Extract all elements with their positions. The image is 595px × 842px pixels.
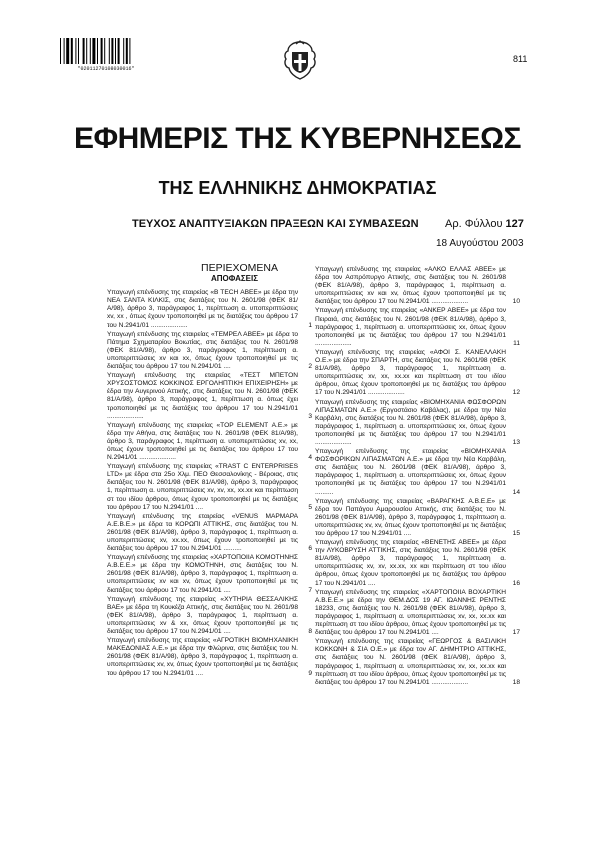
toc-entry-text: Υπαγωγή επένδυσης της εταιρείας «ΧΑΡΤΟΠΟΙΙΑ ΒΟΧΑΡΤΙΚΗ Α.Β.Ε.Ε.» με έδρα την ΘΕΜ.ΔΟΣ 19 ΑΓ. ΙΩΑΝΝΗΣ ΡΕΝΤΗΣ 18233, στις διατάξεις του Ν. 2601/98 (ΦΕΚ 81/Α/98), άρθρο 3, παράγραφος 1, περίπτωση α. υποπεριπτώσεις xv, xx, xx.xx και περίπτωση στ του ιδίου άρθρου, όπως έχουν τροποποιηθεί με τις διατάξεις του άρθρου 17 του Ν.2941/01 .... — [315, 588, 506, 637]
toc-entry — [315, 307, 520, 347]
issue-date: 18 Αυγούστου 2003 — [436, 238, 524, 249]
toc-entry-page: 10 — [512, 298, 520, 306]
toc-entry-page: 1 — [308, 321, 312, 329]
toc-entry — [107, 331, 312, 371]
toc-entry-page: 7 — [308, 586, 312, 594]
toc-entry — [315, 498, 520, 538]
toc-entry-text: Υπαγωγή επένδυσης της εταιρείας «ΤΟΡ ΕLEMENT Α.Ε.» με έδρα την Αθήνα, στις διατάξεις του Ν. 2601/98 (ΦΕΚ 81/Α/98), άρθρο 3, παράγραφος 1, περίπτωση α. υποπεριπτώσεις xv, xx, όπως έχουν τροποποιηθεί με τις διατάξεις του άρθρου 17 του Ν.2941/01 .................... — [107, 421, 298, 462]
toc-entry-text: Υπαγωγή επένδυσης της εταιρείας «ΑΦΟΙ Σ. ΚΑΝΕΛΛΑΚΗ Ο.Ε.» με έδρα την ΣΠΑΡΤΗ, στις διατάξεις του Ν. 2601/98 (ΦΕΚ 81/Α/98), άρθρο 3, παράγραφος 1, περίπτωση α. υποπεριπτώσεις xv, xx, xx.xx και περίπτωση στ του ιδίου άρθρου, όπως έχουν τροποποιηθεί με τις διατάξεις του άρθρου 17 του Ν.2941/01 .................... — [315, 348, 506, 397]
toc-entry-page: 12 — [512, 389, 520, 397]
toc-entry-page: 13 — [512, 438, 520, 446]
toc-entry-page: 17 — [512, 629, 520, 637]
toc-entry — [107, 513, 312, 553]
barcode — [60, 38, 152, 64]
toc-entry-text: Υπαγωγή επένδυσης της εταιρείας «ΒΙΟΜΗΧΑΝΙΑ ΦΩΣΦΟΡΩΝ ΛΙΠΑΣΜΑΤΩΝ Α.Ε.» (Εργοστάσιο Καβάλας), με έδρα την Νέα Καρβάλη, στις διατάξεις του Ν. 2601/98 (ΦΕΚ 81/Α/98), άρθρο 3, παράγραφος 1, περίπτωση α. υποπεριπτώσεις xx, όπως έχουν τροποποιηθεί με τις διατάξεις του άρθρου 17 του Ν.2941/01 .................... — [315, 398, 506, 446]
toc-heading: ΠΕΡΙΕΧΟΜΕΝΑ — [200, 262, 279, 274]
toc-entry-text: Υπαγωγή επένδυσης της εταιρείας «ΤΕΣΤ ΜΠΕΤΟΝ ΧΡΥΣΟΣΤΟΜΟΣ ΚΟΚΚΙΝΟΣ ΕΡΓΟΛΗΠΤΙΚΗ ΕΠΙΧΕΙΡΗΣΗ» με έδρα την Αυγερινού Αττικής, στις διατάξεις του Ν. 2601/98 (ΦΕΚ 81/Α/98), άρθρο 3, παράγραφος 1, περίπτωση α. όπως έχει τροποποιηθεί με τις διατάξεις του άρθρου 17 του Ν.2941/01 .................... — [107, 372, 298, 420]
greek-coat-of-arms-icon — [281, 40, 319, 82]
toc-entry-page: 9 — [308, 669, 312, 677]
toc-entry-page: 15 — [512, 530, 520, 537]
toc-entry-text: Υπαγωγή επένδυσης της εταιρείας «Β ΤΕCH ΑΒΕΕ» με έδρα την ΝΕΑ ΣΑΝΤΑ ΚΙΛΚΙΣ, στις διατάξεις του Ν. 2601/98 (ΦΕΚ 81/Α/98), άρθρο 3, παράγραφος 1, περίπτωση α. υποπεριπτώσεις xv, xx , όπως έχουν τροποποιηθεί με τις διατάξεις του άρθρου 17 του Ν.2941/01 .................... — [107, 289, 298, 329]
toc-entry-page: 5 — [308, 503, 312, 511]
toc-entry-page: 16 — [512, 579, 520, 587]
toc-entry — [107, 422, 312, 462]
gazette-title: ΕΦΗΜΕΡΙΣ ΤΗΣ ΚΥΒΕΡΝΗΣΕΩΣ — [73, 122, 522, 155]
toc-entry-page: 3 — [308, 412, 312, 420]
toc-section: ΑΠΟΦΑΣΕΙΣ — [210, 274, 259, 284]
toc-entry-text: Υπαγωγή επένδυσης της εταιρείας «VENUS ΜΑΡΜΑΡΑ Α.Ε.Β.Ε.» με έδρα τα ΚΟΡΩΠΙ ΑΤΤΙΚΗΣ, στις διατάξεις του Ν. 2601/98 (ΦΕΚ 81/Α/98), άρθρο 3, παράγραφος 1, περίπτωση α. υποπεριπτώσεις xv, xx.xx, όπως έχουν τροποποιηθεί με τις διατάξεις του άρθρου 17 του Ν.2941/01 .......... — [107, 512, 298, 553]
toc-entry — [107, 637, 312, 677]
toc-right-column — [315, 266, 520, 688]
toc-entry-text: Υπαγωγή επένδυσης της εταιρείας «TRAST C ENTERPRISES LTD» με έδρα στα 25ο Χλμ. ΠΕΟ Θεσσαλονίκης - Βέροιας, στις διατάξεις του Ν. 2601/98 (ΦΕΚ 81/Α/98), άρθρο 3, παράγραφος 1, περίπτωση α. υποπεριπτώσεις xv, xv, xx, xx.xx και περίπτωση στ του ιδίου άρθρου, όπως έχουν τροποποιηθεί με τις διατάξεις του άρθρου 17 του Ν.2941/01 .... — [107, 463, 298, 511]
toc-entry-page: 8 — [308, 628, 312, 636]
toc-entry — [315, 539, 520, 588]
issue-number-label — [445, 218, 524, 230]
toc-entry — [107, 554, 312, 594]
gazette-subtitle: ΤΗΣ ΕΛΛΗΝΙΚΗΣ ΔΗΜΟΚΡΑΤΙΑΣ — [158, 178, 437, 198]
toc-entry-text: Υπαγωγή επένδυσης της εταιρείας «ΑΛΚΟ ΕΛΛΑΣ ΑΒΕΕ» με έδρα τον Ασπρόπυργο Αττικής, στις διατάξεις του Ν. 2601/98 (ΦΕΚ 81/Α/98), άρθρο 3, παράγραφος 1, περίπτωση α. υποπεριπτώσεις xv και xv, όπως έχουν τροποποιηθεί με τις διατάξεις του άρθρου 17 του Ν.2941/01 .................... — [315, 266, 506, 306]
issue-type: ΤΕΥΧΟΣ ΑΝΑΠΤΥΞΙΑΚΩΝ ΠΡΑΞΕΩΝ ΚΑΙ ΣΥΜΒΑΣΕΩΝ — [132, 218, 419, 230]
issue-label: Αρ. Φύλλου — [445, 218, 506, 230]
toc-entry-text: Υπαγωγή επένδυσης της εταιρείας «ΑΓΡΟΤΙΚΗ ΒΙΟΜΗΧΑΝΙΚΗ ΜΑΚΕΔΟΝΙΑΣ Α.Ε.» με έδρα την Φλώρινα, στις διατάξεις του Ν. 2601/98 (ΦΕΚ 81/Α/98), άρθρο 3, παράγραφος 1, περίπτωση α. υποπεριπτώσεις xv, xv, όπως έχουν τροποποιηθεί με τις διατάξεις του άρθρου 17 του Ν.2941/01 .... — [107, 637, 298, 677]
toc-entry-text: Υπαγωγή επένδυσης της εταιρείας «ΒΙΟΜΗΧΑΝΙΑ ΦΩΣΦΟΡΙΚΩΝ ΛΙΠΑΣΜΑΤΩΝ Α.Ε.» με έδρα την Νέα Καρβάλη, στις διατάξεις του Ν. 2601/98 (ΦΕΚ 81/Α/98), άρθρο 3, παράγραφος 1, περίπτωση α. υποπεριπτώσεις xx, όπως έχουν τροποποιηθεί με τις διατάξεις του άρθρου 17 του Ν.2941/01 .......... — [315, 448, 506, 496]
toc-entry-text: Υπαγωγή επένδυσης της εταιρείας «ΒΕΝΕΤΗΣ ΑΒΕΕ» με έδρα την ΛΥΚΟΒΡΥΣΗ ΑΤΤΙΚΗΣ, στις διατάξεις του Ν. 2601/98 (ΦΕΚ 81/Α/98), άρθρο 3, παράγραφος 1, περίπτωση α. υποπεριπτώσεις xv, xv, xx.xx, xx και περίπτωση στ του ιδίου άρθρου, όπως έχουν τροποποιηθεί με τις διατάξεις του άρθρου 17 του Ν.2941/01 .... — [315, 539, 506, 587]
toc-entry-text: Υπαγωγή επένδυσης της εταιρείας «ΤΕΜΡΕΛ ΑΒΕΕ» με έδρα το Πάτημα Σχηματαρίου Βοιωτίας, στις διατάξεις του Ν. 2601/98 (ΦΕΚ 81/Α/98), άρθρο 3, παράγραφος 1, περίπτωση α. υποπεριπτώσεις xv και xx, όπως έχουν τροποποιηθεί με τις διατάξεις του άρθρου 17 του Ν.2941/01 .... — [107, 330, 298, 371]
toc-entry-page: 4 — [308, 454, 312, 462]
toc-entry-page: 2 — [308, 363, 312, 371]
toc-entry — [315, 589, 520, 638]
toc-entry — [107, 463, 312, 512]
toc-entry — [107, 289, 312, 329]
toc-entry — [315, 638, 520, 687]
barcode-text: *02011270108030016* — [77, 66, 135, 72]
toc-entry-page: 11 — [513, 339, 520, 347]
toc-entry-text: Υπαγωγή επένδυσης της εταιρείας «ΧΑΡΤΟΠΟΙΙΑ ΚΟΜΟΤΗΝΗΣ Α.Β.Ε.Ε.» με έδρα την ΚΟΜΟΤΗΝΗ, στις διατάξεις του Ν. 2601/98 (ΦΕΚ 81/Α/98), άρθρο 3, παράγραφος 1, περίπτωση α. υποπεριπτώσεις xv και xv, όπως έχουν τροποποιηθεί με τις διατάξεις του άρθρου 17 του Ν.2941/01 .... — [107, 554, 298, 594]
toc-entry-text: Υπαγωγή επένδυσης της εταιρείας «ΓΕΩΡΓΟΣ & ΒΑΣΙΛΙΚΗ ΚΟΚΚΩΝΗ & ΣΙΑ Ο.Ε.» με έδρα τον ΑΓ. ΔΗΜΗΤΡΙΟ ΑΤΤΙΚΗΣ, στις διατάξεις του Ν. 2601/98 (ΦΕΚ 81/Α/98), άρθρο 3, παράγραφος 1, περίπτωση α. υποπεριπτώσεις xv, xx, xx.xx και περίπτωση στ του ιδίου άρθρου, όπως έχουν τροποποιηθεί με τις διατάξεις του άρθρου 17 του Ν.2941/01 .................... — [315, 638, 506, 686]
toc-entry-page: 14 — [512, 488, 520, 496]
toc-entry — [315, 448, 520, 497]
toc-entry-page: 6 — [308, 545, 312, 553]
toc-entry — [315, 349, 520, 398]
toc-entry-text: Υπαγωγή επένδυσης της εταιρείας «ΒΑΡΑΓΚΗΣ Α.Β.Ε.Ε» με έδρα τον Παπάγου Αμαρουσίου Αττικής, στις διατάξεις του Ν. 2601/98 (ΦΕΚ 81/Α/98), άρθρο 3, παράγραφος 1, περίπτωση α. υποπεριπτώσεις xv, xv, όπως έχουν τροποποιηθεί με τις διατάξεις του άρθρου 17 του Ν.2941/01 .... — [315, 497, 506, 537]
issue-number: 127 — [505, 218, 524, 230]
toc-entry-text: Υπαγωγή επένδυσης της εταιρείας «ΧΥΤΗΡΙΑ ΘΕΣΣΑΛΙΚΗΣ ΒΑΕ» με έδρα τη Κουκέζα Αττικής, στις διατάξεις του Ν. 2601/98 (ΦΕΚ 81/Α/98), άρθρο 3, παράγραφος 1, περίπτωση α. υποπεριπτώσεις xv & xx, όπως έχουν τροποποιηθεί με τις διατάξεις του άρθρου 17 του Ν.2941/01 .... — [107, 595, 298, 636]
toc-entry — [315, 399, 520, 448]
toc-entry-page: 18 — [512, 678, 520, 686]
toc-entry — [315, 266, 520, 306]
toc-entry — [107, 372, 312, 421]
toc-entry — [107, 596, 312, 636]
toc-entry-text: Υπαγωγή επένδυσης της εταιρείας «ΑΝΚΕΡ ΑΒΕΕ» με έδρα τον Πειραιά, στις διατάξεις του Ν. 2601/98 (ΦΕΚ 81/Α/98), άρθρο 3, παράγραφος 1, περίπτωση α. υποπεριπτώσεις xx, όπως έχουν τροποποιηθεί με τις διατάξεις του άρθρου 17 του Ν.2941/01 .................... — [315, 307, 506, 347]
toc-left-column — [107, 262, 312, 679]
page-number: 811 — [513, 54, 528, 64]
